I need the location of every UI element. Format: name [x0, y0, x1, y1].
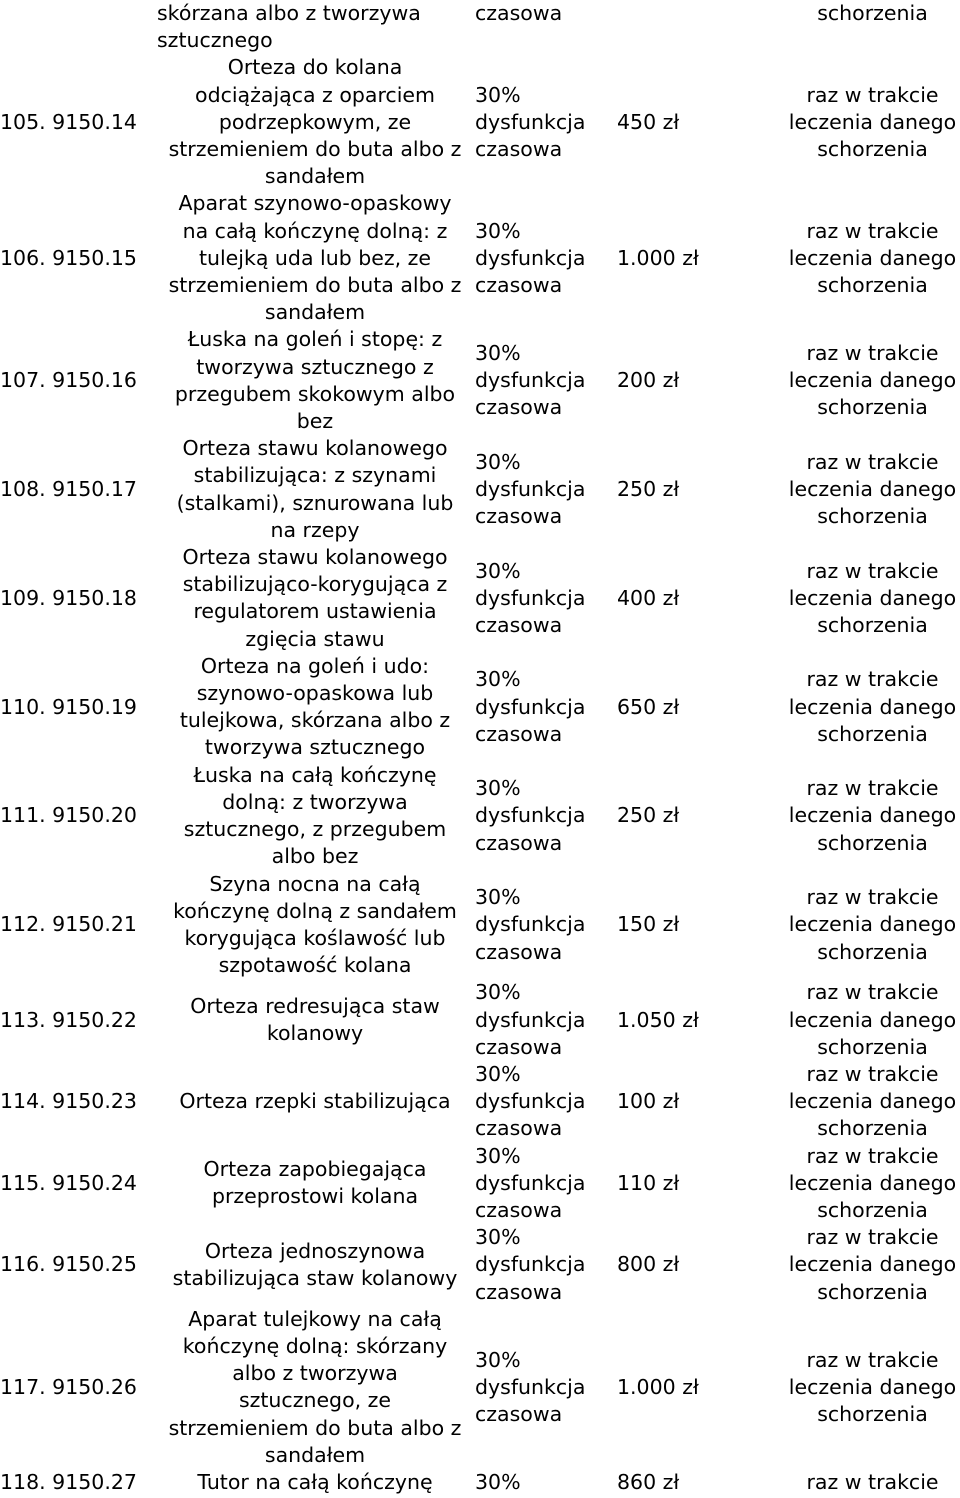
- issue-frequency: raz w trakcie leczenia danego schorzenia: [788, 82, 957, 162]
- product-name: Orteza zapobiegająca przeprostowi kolana: [203, 1157, 427, 1209]
- table-row: [0, 190, 960, 326]
- price-limit: 800 zł: [617, 1252, 680, 1277]
- table-row: [0, 1469, 960, 1496]
- row-number-code: 107. 9150.16: [0, 368, 137, 393]
- refund-info: 30% dysfunkcja czasowa: [475, 1225, 586, 1304]
- row-number-code: 116. 9150.25: [0, 1252, 137, 1277]
- row-number-code: 109. 9150.18: [0, 585, 137, 610]
- row-number-code: 111. 9150.20: [0, 803, 137, 828]
- product-name: Orteza stawu kolanowego stabilizująca: z szynami (stalkami), sznurowana lub na rzepy: [176, 436, 454, 542]
- table-row: [0, 326, 960, 435]
- refund-info: 30%: [475, 1469, 521, 1494]
- issue-frequency: schorzenia: [817, 1, 928, 25]
- product-name: Aparat szynowo-opaskowy na całą kończynę dolną: z tulejką uda lub bez, ze strzemieniem do buta albo z sandałem: [168, 191, 462, 325]
- price-limit: 200 zł: [617, 368, 680, 393]
- price-limit: 110 zł: [617, 1170, 680, 1195]
- refund-info: 30% dysfunkcja czasowa: [475, 667, 586, 746]
- issue-frequency: raz w trakcie leczenia danego schorzenia: [788, 885, 957, 964]
- refund-info: 30% dysfunkcja czasowa: [475, 218, 586, 298]
- refund-info: 30% dysfunkcja czasowa: [475, 1143, 586, 1222]
- refund-info: 30% dysfunkcja czasowa: [475, 449, 586, 529]
- table-row: [0, 1306, 960, 1469]
- refund-info: 30% dysfunkcja czasowa: [475, 1347, 586, 1426]
- refund-info: 30% dysfunkcja czasowa: [475, 1061, 586, 1141]
- issue-frequency: raz w trakcie leczenia danego schorzenia: [788, 1143, 957, 1222]
- refund-info: 30% dysfunkcja czasowa: [475, 776, 586, 855]
- product-name: Orteza jednoszynowa stabilizująca staw kolanowy: [172, 1238, 458, 1290]
- product-name: Tutor na całą kończynę: [197, 1469, 433, 1494]
- product-name: skórzana albo z tworzywa sztucznego: [157, 1, 421, 53]
- issue-frequency: raz w trakcie leczenia danego schorzenia: [788, 1061, 957, 1141]
- table-row: [0, 653, 960, 762]
- table-row: [0, 1224, 960, 1306]
- table-row: [0, 54, 960, 190]
- price-limit: 100 zł: [617, 1089, 680, 1114]
- issue-frequency: raz w trakcie leczenia danego schorzenia: [788, 776, 957, 855]
- row-number-code: 106. 9150.15: [0, 245, 137, 270]
- issue-frequency: raz w trakcie leczenia danego schorzenia: [788, 1347, 957, 1426]
- issue-frequency: raz w trakcie leczenia danego schorzenia: [788, 558, 957, 638]
- price-limit: 250 zł: [617, 803, 680, 828]
- issue-frequency: raz w trakcie leczenia danego schorzenia: [788, 341, 957, 420]
- issue-frequency: raz w trakcie leczenia danego schorzenia: [788, 218, 957, 298]
- row-number-code: 112. 9150.21: [0, 912, 137, 937]
- row-number-code: 113. 9150.22: [0, 1007, 137, 1032]
- table-row: [0, 544, 960, 653]
- product-name: Orteza na goleń i udo: szynowo-opaskowa lub tulejkowa, skórzana albo z tworzywa sztucznego: [179, 653, 451, 760]
- price-limit: 1.000 zł: [617, 1374, 699, 1399]
- row-number-code: 105. 9150.14: [0, 109, 137, 134]
- table-row: [0, 1061, 960, 1143]
- table-row: [0, 871, 960, 980]
- price-limit: [613, 0, 785, 54]
- table-row: [0, 0, 960, 54]
- issue-frequency: raz w trakcie leczenia danego schorzenia: [788, 667, 957, 746]
- row-number-code: 108. 9150.17: [0, 477, 137, 502]
- row-number-code: [0, 0, 155, 54]
- table-row: [0, 979, 960, 1061]
- product-name: Szyna nocna na całą kończynę dolną z sandałem korygująca koślawość lub szpotawość kolana: [173, 871, 457, 978]
- product-name: Orteza rzepki stabilizująca: [179, 1089, 451, 1114]
- price-limit: 150 zł: [617, 912, 680, 937]
- refund-info: 30% dysfunkcja czasowa: [475, 341, 586, 420]
- row-number-code: 118. 9150.27: [0, 1469, 137, 1494]
- product-name: Aparat tulejkowy na całą kończynę dolną: skórzany albo z tworzywa sztucznego, ze strzemieniem do buta albo z sandałem: [168, 1306, 462, 1467]
- issue-frequency: raz w trakcie leczenia danego schorzenia: [788, 1225, 957, 1304]
- row-number-code: 114. 9150.23: [0, 1089, 137, 1114]
- row-number-code: 117. 9150.26: [0, 1374, 137, 1399]
- table-row: [0, 435, 960, 544]
- table-row: [0, 1143, 960, 1225]
- issue-frequency: raz w trakcie leczenia danego schorzenia: [788, 980, 957, 1059]
- table-row: [0, 762, 960, 871]
- price-limit: 250 zł: [617, 477, 680, 502]
- refund-info: 30% dysfunkcja czasowa: [475, 980, 586, 1059]
- product-name: Łuska na całą kończynę dolną: z tworzywa sztucznego, z przegubem albo bez: [183, 762, 447, 869]
- product-name: Orteza stawu kolanowego stabilizująco-korygująca z regulatorem ustawienia zgięcia stawu: [182, 545, 448, 651]
- issue-frequency: raz w trakcie: [806, 1469, 939, 1494]
- row-number-code: 115. 9150.24: [0, 1170, 137, 1195]
- refund-info: 30% dysfunkcja czasowa: [475, 885, 586, 964]
- product-name: Orteza redresująca staw kolanowy: [190, 993, 440, 1046]
- price-limit: 450 zł: [617, 109, 680, 134]
- product-name: Łuska na goleń i stopę: z tworzywa sztucznego z przegubem skokowym albo bez: [174, 327, 456, 434]
- price-limit: 860 zł: [617, 1469, 680, 1494]
- row-number-code: 110. 9150.19: [0, 694, 137, 719]
- price-limit: 1.050 zł: [617, 1007, 699, 1032]
- issue-frequency: raz w trakcie leczenia danego schorzenia: [788, 449, 957, 529]
- price-limit: 1.000 zł: [617, 245, 699, 270]
- refund-info: 30% dysfunkcja czasowa: [475, 558, 586, 638]
- refund-info: 30% dysfunkcja czasowa: [475, 82, 586, 162]
- price-limit: 650 zł: [617, 694, 680, 719]
- product-name: Orteza do kolana odciążająca z oparciem podrzepkowym, ze strzemieniem do buta albo z sandałem: [168, 55, 462, 189]
- refund-info: czasowa: [475, 1, 563, 25]
- price-limit: 400 zł: [617, 585, 680, 610]
